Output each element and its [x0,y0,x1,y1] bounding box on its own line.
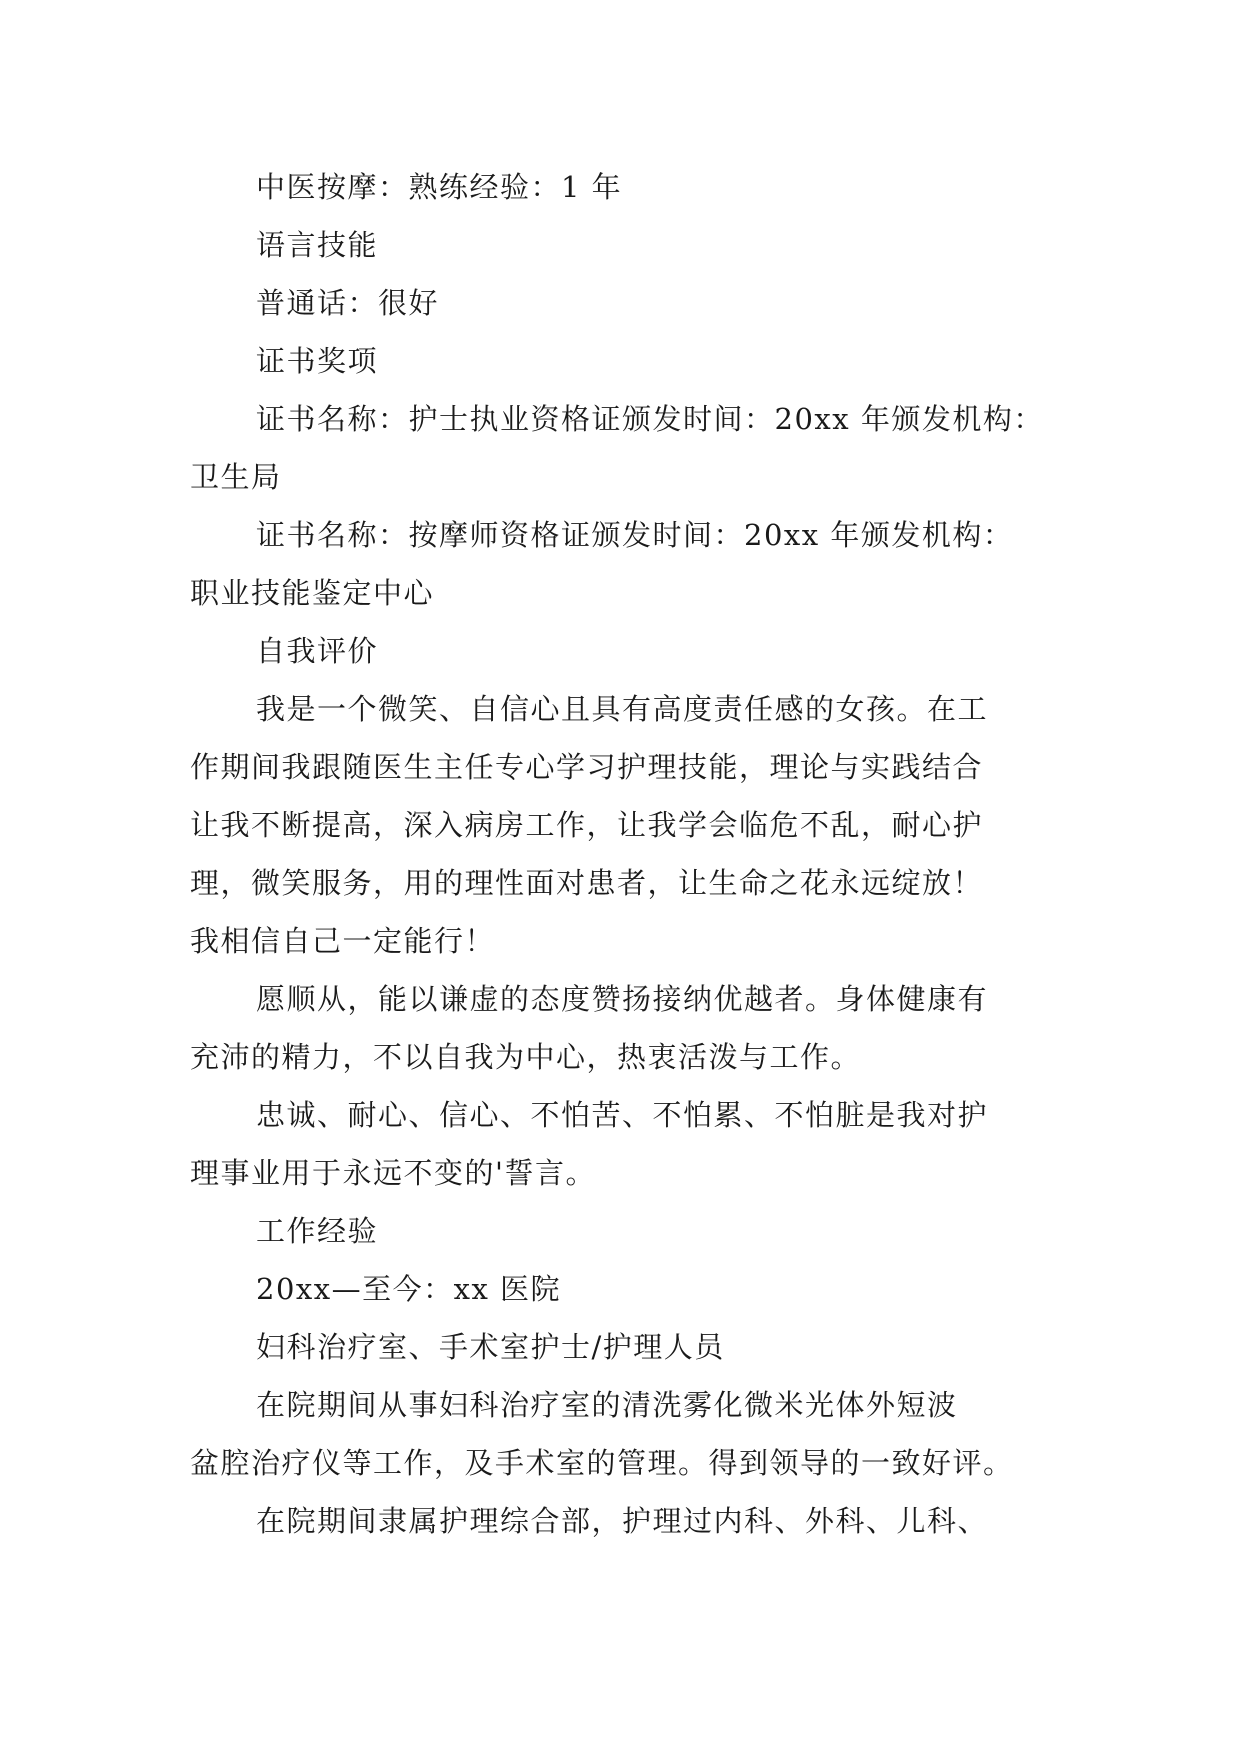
work-role-line: 妇科治疗室、手术室护士/护理人员 [256,1330,725,1364]
paragraph-line: 在院期间隶属护理综合部，护理过内科、外科、儿科、 [256,1504,989,1538]
certificate-nurse-line-2: 卫生局 [190,460,282,494]
paragraph-line: 作期间我跟随医生主任专心学习护理技能，理论与实践结合 [190,750,984,784]
skill-mandarin-line: 普通话：很好 [256,286,440,320]
paragraph-line: 理，微笑服务，用的理性面对患者，让生命之花永远绽放！ [190,866,984,900]
certificate-nurse [190,390,1070,506]
work-experience-heading: 工作经验 [256,1214,379,1248]
paragraph-line: 让我不断提高，深入病房工作，让我学会临危不乱，耐心护 [190,808,984,842]
document-page [190,158,1070,1550]
paragraph-line: 理事业用于永远不变的'誓言。 [190,1156,596,1190]
certificate-nurse-line-1: 证书名称：护士执业资格证颁发时间：20xx 年颁发机构： [256,402,1044,436]
certificate-massage-line-2: 职业技能鉴定中心 [190,576,435,610]
paragraph-line: 在院期间从事妇科治疗室的清洗雾化微米光体外短波 [256,1388,958,1422]
self-evaluation-heading: 自我评价 [256,634,379,668]
paragraph-line: 我相信自己一定能行！ [190,924,496,958]
paragraph-line: 愿顺从，能以谦虚的态度赞扬接纳优越者。身体健康有 [256,982,989,1016]
paragraph-line: 充沛的精力，不以自我为中心，热衷活泼与工作。 [190,1040,862,1074]
certificates-heading: 证书奖项 [256,344,379,378]
language-skills-heading: 语言技能 [256,228,379,262]
paragraph-line: 盆腔治疗仪等工作，及手术室的管理。得到领导的一致好评。 [190,1446,1014,1480]
work-paragraph-1 [190,1376,1070,1492]
work-paragraph-2 [190,1492,1070,1550]
self-evaluation-paragraph-1 [190,680,1070,970]
certificate-massage-line-1: 证书名称：按摩师资格证颁发时间：20xx 年颁发机构： [256,518,1014,552]
paragraph-line: 忠诚、耐心、信心、不怕苦、不怕累、不怕脏是我对护 [256,1098,989,1132]
skill-massage-line: 中医按摩：熟练经验：1 年 [256,170,623,204]
work-period-line: 20xx—至今：xx 医院 [256,1272,562,1306]
self-evaluation-paragraph-2 [190,970,1070,1086]
self-evaluation-paragraph-3 [190,1086,1070,1202]
certificate-massage [190,506,1070,622]
paragraph-line: 我是一个微笑、自信心且具有高度责任感的女孩。在工 [256,692,989,726]
